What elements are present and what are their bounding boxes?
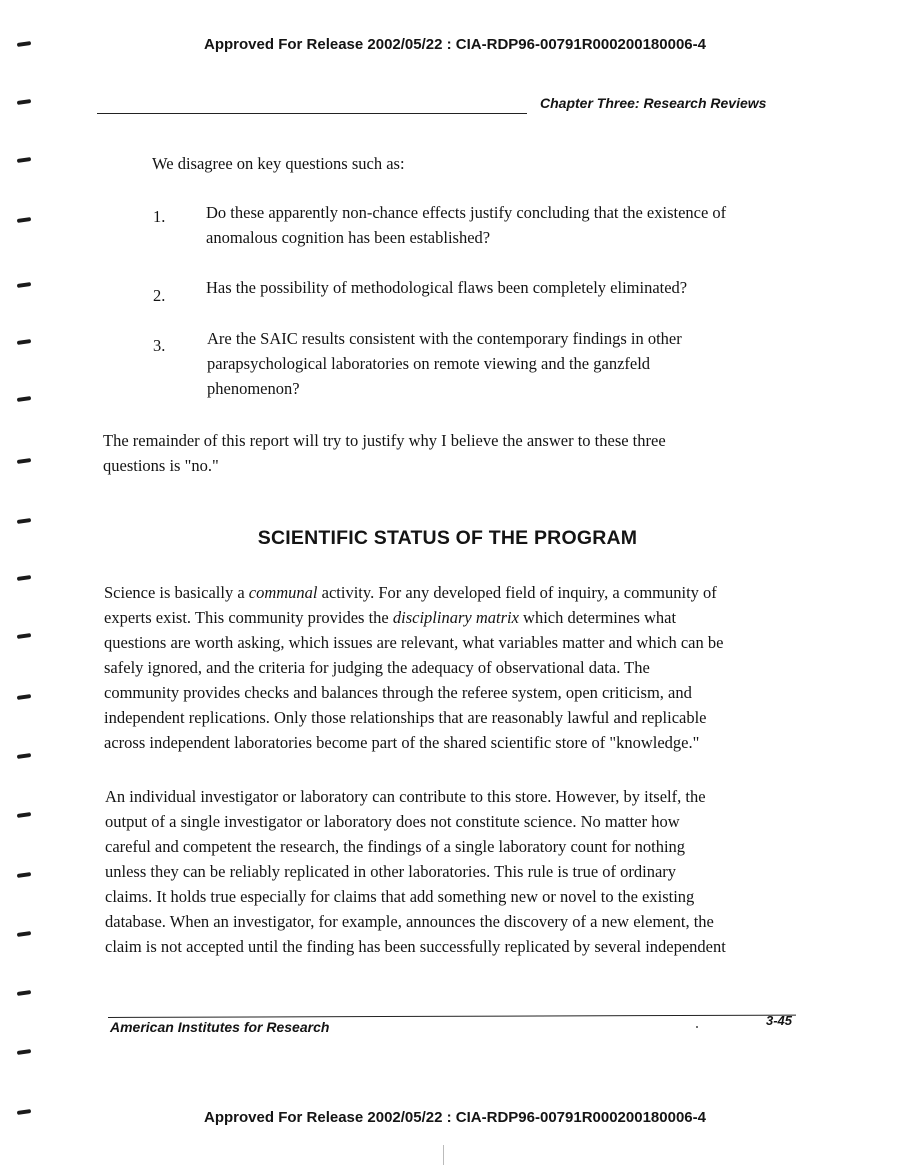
emphasis-disciplinary-matrix: disciplinary matrix xyxy=(392,608,519,627)
remainder-paragraph xyxy=(103,428,743,478)
binder-mark xyxy=(17,872,31,878)
text-run: which determines what xyxy=(518,608,677,627)
page-number: 3-45 xyxy=(766,1013,793,1028)
question-line: Do these apparently non-chance effects justify concluding that the existence of xyxy=(206,203,727,222)
question-text xyxy=(206,275,786,300)
paragraph-line: community provides checks and balances through the referee system, open criticism, and xyxy=(104,683,692,702)
paragraph-line: database. When an investigator, for example, announces the discovery of a new element, the xyxy=(105,912,714,931)
binder-mark xyxy=(17,99,31,105)
text-run: activity. For any developed field of inquiry, a community of xyxy=(317,583,717,602)
paragraph-line: claims. It holds true especially for claims that add something new or novel to the existing xyxy=(105,887,695,906)
binder-mark xyxy=(17,282,31,288)
scan-artifact-line xyxy=(443,1145,444,1165)
footer-organization: American Institutes for Research xyxy=(110,1019,330,1035)
binder-mark xyxy=(17,518,31,524)
footer-rule xyxy=(108,1015,796,1018)
question-number: 1. xyxy=(153,207,166,226)
question-line: parapsychological laboratories on remote viewing and the ganzfeld xyxy=(207,354,651,373)
intro-line: We disagree on key questions such as: xyxy=(152,154,405,173)
paragraph-line: across independent laboratories become part of the shared scientific store of "knowledge." xyxy=(104,733,700,752)
question-text xyxy=(207,326,787,401)
text-run: experts exist. This community provides the xyxy=(104,608,393,627)
paragraph-communal xyxy=(104,580,804,755)
binder-mark xyxy=(17,753,31,759)
question-line: Are the SAIC results consistent with the contemporary findings in other xyxy=(207,329,682,348)
question-number: 2. xyxy=(153,286,166,305)
scan-speck xyxy=(696,1026,698,1028)
question-line: anomalous cognition has been established? xyxy=(206,228,491,247)
binder-mark xyxy=(17,157,31,163)
binder-mark xyxy=(17,812,31,818)
release-footer: Approved For Release 2002/05/22 : CIA-RDP96-00791R000200180006-4 xyxy=(204,1109,706,1126)
binder-mark xyxy=(17,633,31,639)
emphasis-communal: communal xyxy=(248,583,318,602)
section-heading: SCIENTIFIC STATUS OF THE PROGRAM xyxy=(257,527,638,549)
binder-mark xyxy=(17,339,31,345)
question-line: Has the possibility of methodological flaws been completely eliminated? xyxy=(206,278,688,297)
binder-mark xyxy=(17,575,31,581)
paragraph-line xyxy=(104,580,804,605)
paragraph-line: questions is "no." xyxy=(103,456,219,475)
question-text xyxy=(206,200,786,250)
paragraph-line: safely ignored, and the criteria for judging the adequacy of observational data. The xyxy=(104,658,650,677)
binder-mark xyxy=(17,1049,31,1055)
binder-mark xyxy=(17,694,31,700)
paragraph-line: An individual investigator or laboratory can contribute to this store. However, by itself, the xyxy=(105,787,706,806)
paragraph-line: independent replications. Only those relationships that are reasonably lawful and replicable xyxy=(104,708,707,727)
chapter-label: Chapter Three: Research Reviews xyxy=(540,95,767,111)
paragraph-line: The remainder of this report will try to justify why I believe the answer to these three xyxy=(103,431,666,450)
question-line: phenomenon? xyxy=(207,379,300,398)
binder-mark xyxy=(17,458,31,464)
binder-mark xyxy=(17,396,31,402)
binder-mark xyxy=(17,990,31,996)
paragraph-line: careful and competent the research, the findings of a single laboratory count for nothing xyxy=(105,837,686,856)
paragraph-individual-investigator xyxy=(105,784,805,959)
paragraph-line: unless they can be reliably replicated in other laboratories. This rule is true of ordinary xyxy=(105,862,677,881)
paragraph-line: questions are worth asking, which issues are relevant, what variables matter and which can be xyxy=(104,633,724,652)
paragraph-line: output of a single investigator or laboratory does not constitute science. No matter how xyxy=(105,812,680,831)
header-rule xyxy=(97,113,527,114)
binder-mark xyxy=(17,931,31,937)
text-run: Science is basically a xyxy=(104,583,249,602)
binder-mark xyxy=(17,217,31,223)
question-number: 3. xyxy=(153,336,166,355)
paragraph-line xyxy=(104,605,804,630)
release-header: Approved For Release 2002/05/22 : CIA-RDP96-00791R000200180006-4 xyxy=(204,36,706,53)
paragraph-line: claim is not accepted until the finding has been successfully replicated by several independent xyxy=(105,937,726,956)
